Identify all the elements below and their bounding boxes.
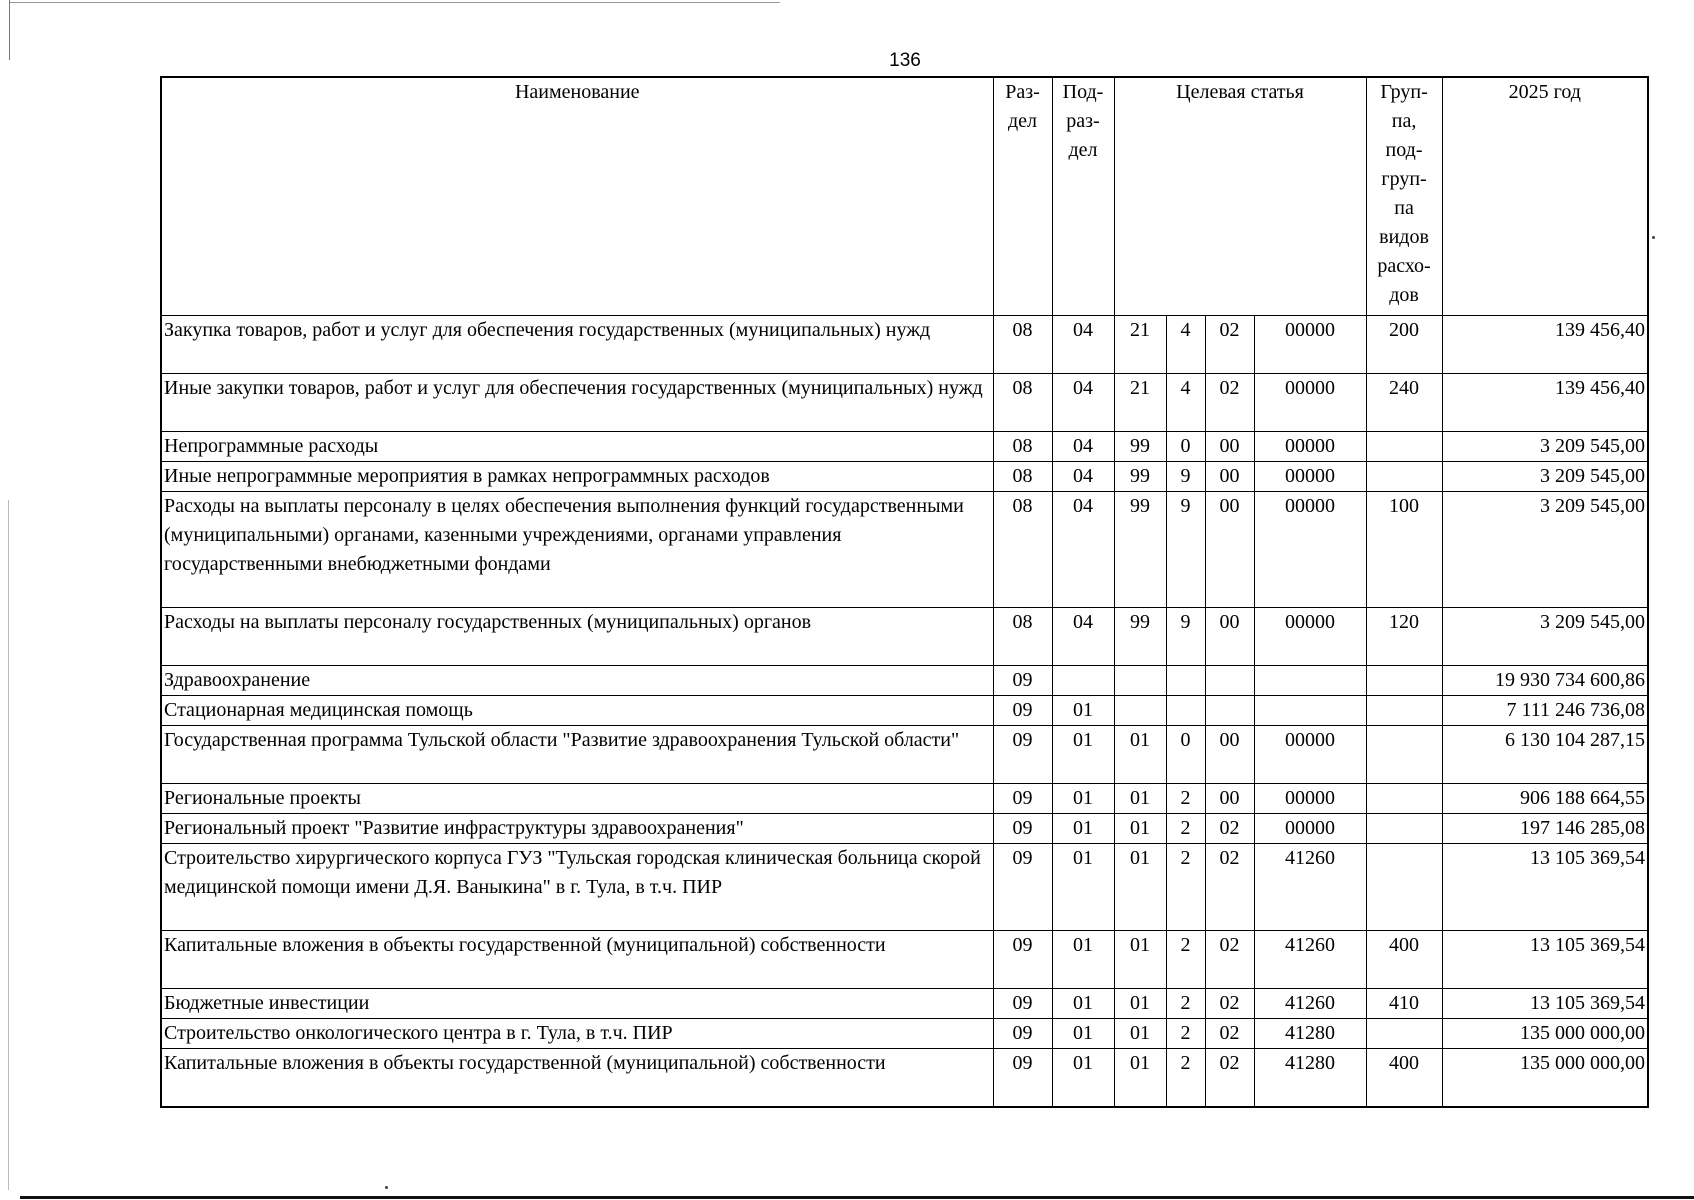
cell-amount: 135 000 000,00 bbox=[1442, 1049, 1648, 1107]
cell-vid-rashodov bbox=[1366, 1019, 1442, 1049]
header-gruppa-text: Груп- па, под- груп- па видов расхо- дов bbox=[1377, 81, 1431, 306]
cell-podrazdel: 01 bbox=[1052, 784, 1114, 814]
cell-vid-rashodov: 120 bbox=[1366, 608, 1442, 666]
cell-vid-rashodov: 400 bbox=[1366, 1049, 1442, 1107]
cell-cs-type: 0 bbox=[1166, 726, 1205, 784]
cell-cs-type: 2 bbox=[1166, 1049, 1205, 1107]
cell-name: Закупка товаров, работ и услуг для обеспечения государственных (муниципальных) нужд bbox=[161, 316, 993, 374]
cell-cs-type: 9 bbox=[1166, 608, 1205, 666]
table-row bbox=[161, 666, 1648, 696]
cell-name: Бюджетные инвестиции bbox=[161, 989, 993, 1019]
cell-name: Региональный проект "Развитие инфраструктуры здравоохранения" bbox=[161, 814, 993, 844]
cell-razdel: 08 bbox=[993, 316, 1052, 374]
cell-name: Иные закупки товаров, работ и услуг для обеспечения государственных (муниципальных) нужд bbox=[161, 374, 993, 432]
cell-vid-rashodov bbox=[1366, 784, 1442, 814]
cell-cs-subprogram: 02 bbox=[1205, 316, 1254, 374]
cell-amount: 197 146 285,08 bbox=[1442, 814, 1648, 844]
scan-edge-bottom bbox=[20, 1196, 1694, 1199]
cell-amount: 906 188 664,55 bbox=[1442, 784, 1648, 814]
cell-cs-subprogram: 02 bbox=[1205, 1019, 1254, 1049]
cell-cs-type: 9 bbox=[1166, 462, 1205, 492]
header-year: 2025 год bbox=[1442, 77, 1648, 316]
budget-table bbox=[160, 76, 1649, 1108]
cell-cs-program bbox=[1114, 696, 1166, 726]
cell-cs-type: 2 bbox=[1166, 989, 1205, 1019]
cell-cs-type: 2 bbox=[1166, 844, 1205, 931]
cell-name: Стационарная медицинская помощь bbox=[161, 696, 993, 726]
cell-name: Иные непрограммные мероприятия в рамках непрограммных расходов bbox=[161, 462, 993, 492]
cell-name: Строительство хирургического корпуса ГУЗ "Тульская городская клиническая больница скорой медицинской помощи имени Д.Я. Ваныкина" в г. Тула, в т.ч. ПИР bbox=[161, 844, 993, 931]
cell-razdel: 09 bbox=[993, 1019, 1052, 1049]
table-row bbox=[161, 374, 1648, 432]
cell-cs-subprogram: 02 bbox=[1205, 931, 1254, 989]
cell-cs-type: 4 bbox=[1166, 316, 1205, 374]
cell-cs-subprogram: 00 bbox=[1205, 784, 1254, 814]
header-razdel-text: Раз- дел bbox=[1005, 81, 1040, 132]
table-row bbox=[161, 1019, 1648, 1049]
cell-podrazdel: 01 bbox=[1052, 814, 1114, 844]
cell-cs-program: 01 bbox=[1114, 1019, 1166, 1049]
cell-podrazdel: 01 bbox=[1052, 1049, 1114, 1107]
cell-vid-rashodov bbox=[1366, 726, 1442, 784]
cell-name: Строительство онкологического центра в г. Тула, в т.ч. ПИР bbox=[161, 1019, 993, 1049]
table-row bbox=[161, 989, 1648, 1019]
cell-podrazdel bbox=[1052, 666, 1114, 696]
cell-cs-direction: 00000 bbox=[1254, 784, 1366, 814]
cell-cs-program: 99 bbox=[1114, 432, 1166, 462]
header-gruppa-vidov-rashodov bbox=[1366, 77, 1442, 316]
cell-podrazdel: 01 bbox=[1052, 931, 1114, 989]
cell-podrazdel: 04 bbox=[1052, 316, 1114, 374]
cell-cs-subprogram: 02 bbox=[1205, 989, 1254, 1019]
cell-cs-direction bbox=[1254, 666, 1366, 696]
cell-amount: 3 209 545,00 bbox=[1442, 608, 1648, 666]
cell-amount: 3 209 545,00 bbox=[1442, 492, 1648, 608]
cell-cs-subprogram bbox=[1205, 666, 1254, 696]
page-number: 136 bbox=[889, 50, 921, 71]
cell-razdel: 08 bbox=[993, 374, 1052, 432]
cell-cs-program: 01 bbox=[1114, 1049, 1166, 1107]
cell-cs-subprogram: 00 bbox=[1205, 608, 1254, 666]
cell-cs-subprogram bbox=[1205, 696, 1254, 726]
cell-podrazdel: 04 bbox=[1052, 462, 1114, 492]
cell-vid-rashodov: 240 bbox=[1366, 374, 1442, 432]
cell-amount: 3 209 545,00 bbox=[1442, 462, 1648, 492]
table-row bbox=[161, 432, 1648, 462]
cell-cs-program bbox=[1114, 666, 1166, 696]
cell-name: Расходы на выплаты персоналу в целях обеспечения выполнения функций государственными (муниципальными) органами, казенными учреждениями, органами управления государственными внебюджетными фондами bbox=[161, 492, 993, 608]
cell-name: Здравоохранение bbox=[161, 666, 993, 696]
cell-cs-program: 01 bbox=[1114, 784, 1166, 814]
cell-amount: 139 456,40 bbox=[1442, 374, 1648, 432]
table-body bbox=[161, 316, 1648, 1107]
cell-razdel: 09 bbox=[993, 784, 1052, 814]
cell-vid-rashodov bbox=[1366, 844, 1442, 931]
scan-edge-left-lower bbox=[8, 500, 9, 1190]
cell-podrazdel: 01 bbox=[1052, 726, 1114, 784]
cell-podrazdel: 01 bbox=[1052, 696, 1114, 726]
header-celevaya-statya: Целевая статья bbox=[1114, 77, 1366, 316]
cell-cs-subprogram: 00 bbox=[1205, 462, 1254, 492]
cell-razdel: 08 bbox=[993, 432, 1052, 462]
cell-name: Капитальные вложения в объекты государственной (муниципальной) собственности bbox=[161, 931, 993, 989]
table-row bbox=[161, 608, 1648, 666]
cell-podrazdel: 04 bbox=[1052, 374, 1114, 432]
cell-amount: 13 105 369,54 bbox=[1442, 844, 1648, 931]
header-podrazdel bbox=[1052, 77, 1114, 316]
cell-cs-direction: 41260 bbox=[1254, 844, 1366, 931]
cell-cs-subprogram: 00 bbox=[1205, 432, 1254, 462]
scan-speck bbox=[385, 1186, 388, 1189]
cell-amount: 13 105 369,54 bbox=[1442, 931, 1648, 989]
cell-podrazdel: 04 bbox=[1052, 432, 1114, 462]
table-row bbox=[161, 492, 1648, 608]
cell-razdel: 09 bbox=[993, 931, 1052, 989]
cell-cs-type bbox=[1166, 666, 1205, 696]
cell-cs-subprogram: 00 bbox=[1205, 726, 1254, 784]
cell-razdel: 09 bbox=[993, 844, 1052, 931]
cell-cs-direction: 00000 bbox=[1254, 432, 1366, 462]
cell-cs-type: 0 bbox=[1166, 432, 1205, 462]
table-row bbox=[161, 844, 1648, 931]
cell-cs-subprogram: 00 bbox=[1205, 492, 1254, 608]
cell-cs-direction: 00000 bbox=[1254, 492, 1366, 608]
cell-podrazdel: 01 bbox=[1052, 1019, 1114, 1049]
header-name: Наименование bbox=[161, 77, 993, 316]
cell-cs-program: 01 bbox=[1114, 844, 1166, 931]
header-razdel bbox=[993, 77, 1052, 316]
cell-cs-direction: 41280 bbox=[1254, 1019, 1366, 1049]
cell-cs-program: 01 bbox=[1114, 814, 1166, 844]
cell-razdel: 08 bbox=[993, 492, 1052, 608]
cell-cs-direction: 00000 bbox=[1254, 608, 1366, 666]
cell-razdel: 08 bbox=[993, 608, 1052, 666]
cell-name: Капитальные вложения в объекты государственной (муниципальной) собственности bbox=[161, 1049, 993, 1107]
cell-amount: 6 130 104 287,15 bbox=[1442, 726, 1648, 784]
cell-cs-subprogram: 02 bbox=[1205, 814, 1254, 844]
table-row bbox=[161, 814, 1648, 844]
cell-podrazdel: 04 bbox=[1052, 608, 1114, 666]
header-podrazdel-text: Под- раз- дел bbox=[1062, 81, 1104, 161]
cell-razdel: 09 bbox=[993, 666, 1052, 696]
cell-amount: 13 105 369,54 bbox=[1442, 989, 1648, 1019]
cell-cs-direction bbox=[1254, 696, 1366, 726]
cell-razdel: 09 bbox=[993, 696, 1052, 726]
cell-razdel: 09 bbox=[993, 1049, 1052, 1107]
cell-vid-rashodov bbox=[1366, 696, 1442, 726]
table-row bbox=[161, 316, 1648, 374]
scan-speck bbox=[1652, 236, 1655, 239]
cell-vid-rashodov bbox=[1366, 462, 1442, 492]
cell-vid-rashodov: 100 bbox=[1366, 492, 1442, 608]
table-row bbox=[161, 696, 1648, 726]
cell-cs-direction: 00000 bbox=[1254, 374, 1366, 432]
cell-cs-type: 4 bbox=[1166, 374, 1205, 432]
cell-cs-direction: 41260 bbox=[1254, 931, 1366, 989]
cell-cs-subprogram: 02 bbox=[1205, 374, 1254, 432]
cell-razdel: 09 bbox=[993, 814, 1052, 844]
cell-cs-type: 2 bbox=[1166, 931, 1205, 989]
cell-cs-program: 99 bbox=[1114, 608, 1166, 666]
table-row bbox=[161, 462, 1648, 492]
cell-name: Расходы на выплаты персоналу государственных (муниципальных) органов bbox=[161, 608, 993, 666]
table-row bbox=[161, 1049, 1648, 1107]
cell-vid-rashodov: 410 bbox=[1366, 989, 1442, 1019]
cell-cs-program: 21 bbox=[1114, 374, 1166, 432]
cell-amount: 19 930 734 600,86 bbox=[1442, 666, 1648, 696]
cell-name: Государственная программа Тульской области "Развитие здравоохранения Тульской области" bbox=[161, 726, 993, 784]
cell-cs-type bbox=[1166, 696, 1205, 726]
cell-podrazdel: 01 bbox=[1052, 844, 1114, 931]
cell-cs-program: 99 bbox=[1114, 492, 1166, 608]
cell-cs-type: 2 bbox=[1166, 784, 1205, 814]
scan-edge-top bbox=[10, 2, 780, 3]
cell-name: Региональные проекты bbox=[161, 784, 993, 814]
cell-razdel: 09 bbox=[993, 726, 1052, 784]
cell-cs-program: 01 bbox=[1114, 726, 1166, 784]
cell-vid-rashodov bbox=[1366, 814, 1442, 844]
cell-cs-type: 9 bbox=[1166, 492, 1205, 608]
cell-podrazdel: 01 bbox=[1052, 989, 1114, 1019]
cell-vid-rashodov: 200 bbox=[1366, 316, 1442, 374]
cell-amount: 3 209 545,00 bbox=[1442, 432, 1648, 462]
cell-razdel: 08 bbox=[993, 462, 1052, 492]
table-header-row bbox=[161, 77, 1648, 316]
cell-cs-direction: 00000 bbox=[1254, 726, 1366, 784]
cell-cs-subprogram: 02 bbox=[1205, 844, 1254, 931]
cell-cs-type: 2 bbox=[1166, 1019, 1205, 1049]
table-row bbox=[161, 931, 1648, 989]
cell-amount: 135 000 000,00 bbox=[1442, 1019, 1648, 1049]
cell-cs-direction: 00000 bbox=[1254, 462, 1366, 492]
table-row bbox=[161, 784, 1648, 814]
cell-vid-rashodov bbox=[1366, 666, 1442, 696]
table-row bbox=[161, 726, 1648, 784]
cell-amount: 7 111 246 736,08 bbox=[1442, 696, 1648, 726]
cell-cs-program: 21 bbox=[1114, 316, 1166, 374]
cell-cs-program: 01 bbox=[1114, 989, 1166, 1019]
cell-cs-program: 01 bbox=[1114, 931, 1166, 989]
cell-amount: 139 456,40 bbox=[1442, 316, 1648, 374]
cell-cs-type: 2 bbox=[1166, 814, 1205, 844]
cell-cs-direction: 00000 bbox=[1254, 814, 1366, 844]
cell-cs-subprogram: 02 bbox=[1205, 1049, 1254, 1107]
cell-name: Непрограммные расходы bbox=[161, 432, 993, 462]
cell-vid-rashodov: 400 bbox=[1366, 931, 1442, 989]
cell-razdel: 09 bbox=[993, 989, 1052, 1019]
scan-edge-left bbox=[9, 0, 10, 60]
cell-cs-direction: 00000 bbox=[1254, 316, 1366, 374]
cell-cs-program: 99 bbox=[1114, 462, 1166, 492]
cell-cs-direction: 41260 bbox=[1254, 989, 1366, 1019]
cell-podrazdel: 04 bbox=[1052, 492, 1114, 608]
cell-vid-rashodov bbox=[1366, 432, 1442, 462]
cell-cs-direction: 41280 bbox=[1254, 1049, 1366, 1107]
